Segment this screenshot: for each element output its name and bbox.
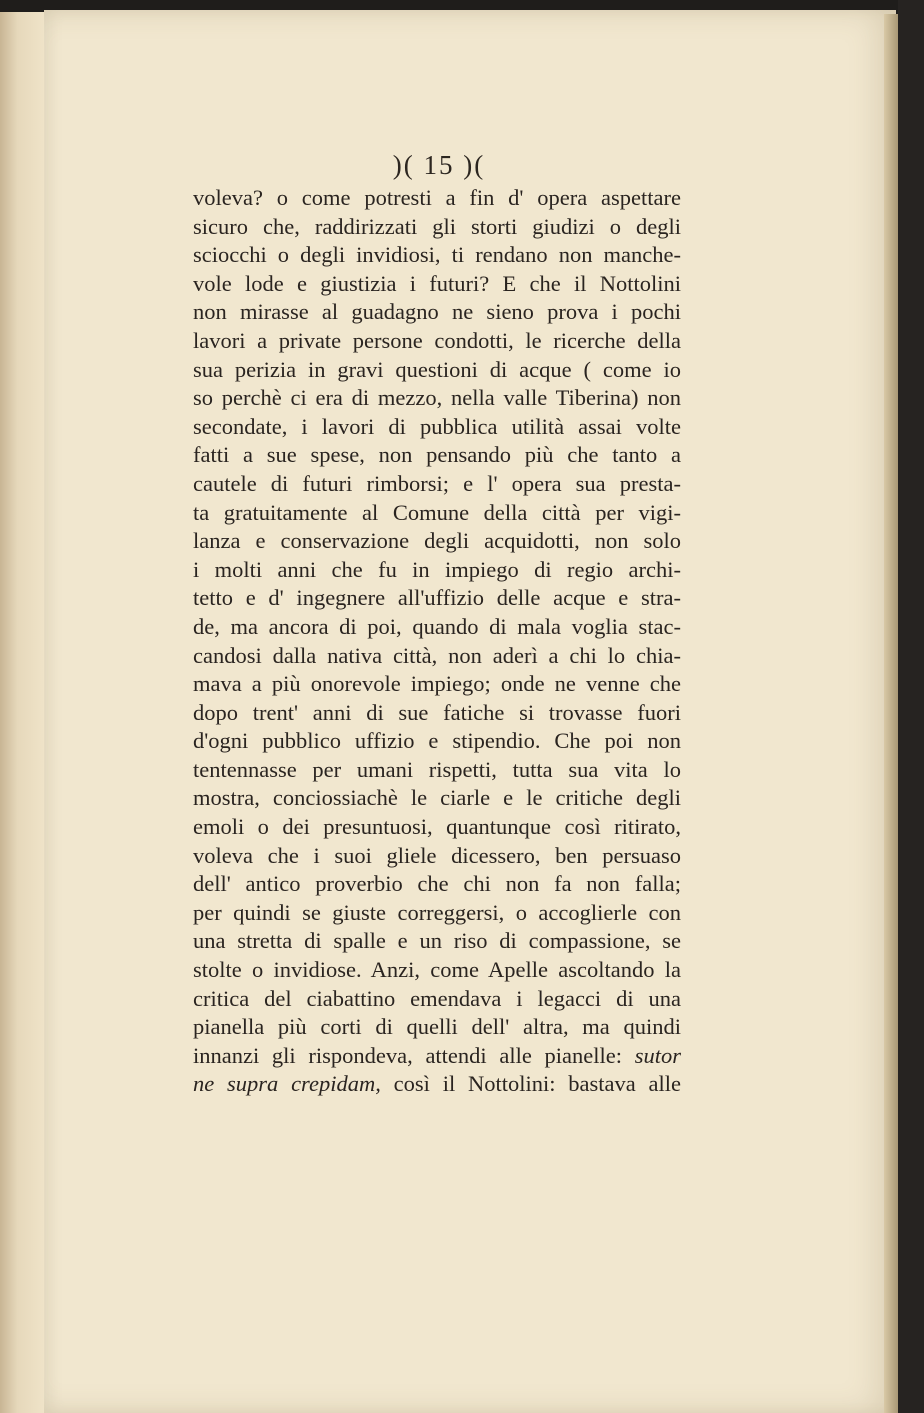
facing-page-edge	[0, 12, 45, 1413]
text-line: pianella più corti di quelli dell' altra, ma quindi	[193, 1014, 681, 1040]
text-line: d'ogni pubblico uffizio e stipendio. Che poi non	[193, 728, 681, 754]
text-line	[193, 1070, 681, 1099]
text-line: cautele di futuri rimborsi; e l' opera sua presta-	[193, 470, 681, 496]
page-right-edge	[884, 14, 898, 1413]
text-line-roman: innanzi gli rispondeva, attendi alle pianelle:	[193, 1042, 623, 1068]
text-line: candosi dalla nativa città, non aderì a chi lo chia-	[193, 642, 681, 668]
text-line: i molti anni che fu in impiego di regio archi-	[193, 556, 681, 582]
italic-phrase: sutor	[634, 1042, 682, 1068]
text-line: lavori a private persone condotti, le ricerche della	[193, 327, 681, 353]
text-line: emoli o dei presuntuosi, quantunque così ritirato,	[193, 814, 681, 840]
text-line: tentennasse per umani rispetti, tutta sua vita lo	[193, 756, 681, 782]
text-line: stolte o invidiose. Anzi, come Apelle ascoltando la	[193, 957, 681, 983]
scan-background	[898, 0, 924, 1413]
italic-phrase: ne supra crepidam,	[193, 1071, 381, 1097]
text-line: sicuro che, raddirizzati gli storti giudizi o degli	[193, 213, 681, 239]
text-line: voleva che i suoi gliele dicessero, ben persuaso	[193, 842, 681, 868]
text-line: per quindi se giuste correggersi, o accoglierle con	[193, 899, 681, 925]
text-line-roman: così il Nottolini: bastava alle	[393, 1071, 682, 1097]
body-text	[193, 184, 681, 1099]
text-line: so perchè ci era di mezzo, nella valle Tiberina) non	[193, 385, 681, 411]
text-line: mostra, conciossiachè le ciarle e le critiche degli	[193, 785, 681, 811]
text-line: vole lode e giustizia i futuri? E che il Nottolini	[193, 270, 681, 296]
text-line: critica del ciabattino emendava i legacci di una	[193, 985, 681, 1011]
text-line: una stretta di spalle e un riso di compassione, se	[193, 928, 681, 954]
text-line: de, ma ancora di poi, quando di mala voglia stac-	[193, 613, 681, 639]
text-line: ta gratuitamente al Comune della città per vigi-	[193, 499, 681, 525]
text-line: fatti a sue spese, non pensando più che tanto a	[193, 442, 681, 468]
page-number: )( 15 )(	[392, 150, 486, 180]
text-line	[193, 1042, 681, 1071]
text-line: tetto e d' ingegnere all'uffizio delle acque e stra-	[193, 585, 681, 611]
text-line: secondate, i lavori di pubblica utilità assai volte	[193, 413, 681, 439]
text-line: dell' antico proverbio che chi non fa non falla;	[193, 871, 681, 897]
text-line: mava a più onorevole impiego; onde ne venne che	[193, 671, 681, 697]
text-line: sciocchi o degli invidiosi, ti rendano non manche-	[193, 242, 681, 268]
text-line: lanza e conservazione degli acquidotti, non solo	[193, 528, 681, 554]
text-line: non mirasse al guadagno ne sieno prova i pochi	[193, 299, 681, 325]
text-line: voleva? o come potresti a fin d' opera aspettare	[193, 185, 681, 210]
text-line: sua perizia in gravi questioni di acque ( come io	[193, 356, 681, 382]
text-line: dopo trent' anni di sue fatiche si trovasse fuori	[193, 699, 681, 725]
